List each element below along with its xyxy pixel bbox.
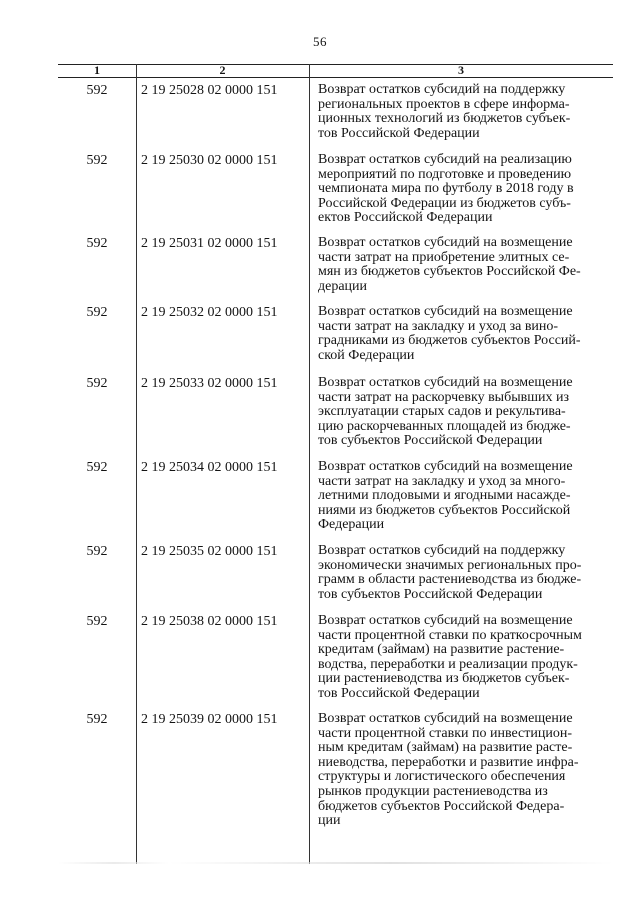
description-line: структуры и логистического обеспечения — [318, 769, 566, 785]
description-line: Возврат остатков субсидий на возмещение — [318, 711, 573, 726]
description-line: части процентной ставки по краткосрочным — [318, 627, 582, 643]
description-line: ектов Российской Федерации — [318, 210, 493, 226]
row-description — [318, 460, 608, 533]
description-line: региональных проектов в сфере информа- — [318, 96, 570, 112]
description-line: Возврат остатков субсидий на возмещение — [318, 375, 573, 390]
description-line: мероприятий по подготовке и проведению — [318, 166, 572, 182]
description-line: чемпионата мира по футболу в 2018 году в — [318, 181, 574, 197]
description-line: ниями из бюджетов субъектов Российской — [318, 502, 571, 518]
row-number: 592 — [86, 544, 108, 559]
description-line: части затрат на приобретение элитных се- — [318, 249, 570, 265]
description-line: Возврат остатков субсидий на возмещение — [318, 459, 573, 474]
description-line: Возврат остатков субсидий на возмещение — [318, 235, 573, 250]
description-line: мян из бюджетов субъектов Российской Фе- — [318, 264, 581, 280]
description-line: ской Федерации — [318, 347, 415, 363]
column-header-2: 2 — [219, 63, 226, 77]
row-description — [318, 236, 608, 294]
row-description — [318, 712, 608, 829]
description-line: тов Российской Федерации — [318, 125, 480, 141]
budget-code: 2 19 25034 02 0000 151 — [141, 460, 278, 475]
column-header-1: 1 — [94, 63, 100, 77]
budget-code: 2 19 25030 02 0000 151 — [141, 153, 278, 168]
row-number: 592 — [86, 614, 108, 629]
table-header-rule — [58, 77, 613, 78]
description-line: ции — [318, 813, 341, 829]
description-line: тов субъектов Российской Федерации — [318, 586, 543, 602]
description-line: цию раскорчеванных площадей из бюдже- — [318, 418, 571, 434]
description-line: ционных технологий из бюджетов субъек- — [318, 111, 571, 127]
row-description — [318, 83, 608, 141]
description-line: ным кредитам (займам) на развитие расте- — [318, 740, 573, 756]
row-description — [318, 305, 608, 363]
column-header-3: 3 — [458, 63, 464, 77]
description-line: кредитам (займам) на развитие растение- — [318, 642, 565, 658]
description-line: водства, переработки и реализации продук- — [318, 656, 578, 672]
budget-code: 2 19 25039 02 0000 151 — [141, 712, 278, 727]
description-line: Федерации — [318, 517, 385, 533]
row-number: 592 — [86, 153, 108, 168]
budget-code: 2 19 25032 02 0000 151 — [141, 305, 278, 320]
description-line: Возврат остатков субсидий на поддержку — [318, 543, 566, 558]
description-line: дерации — [318, 278, 368, 294]
column-divider-1 — [136, 64, 137, 864]
row-description — [318, 153, 608, 226]
row-number: 592 — [86, 376, 108, 391]
description-line: летними плодовыми и ягодными насажде- — [318, 488, 571, 504]
description-line: рынков продукции растениеводства из — [318, 783, 548, 799]
budget-code: 2 19 25028 02 0000 151 — [141, 83, 278, 98]
page-number: 56 — [313, 34, 327, 49]
column-divider-2 — [309, 64, 310, 864]
description-line: части затрат на закладку и уход за много- — [318, 473, 566, 489]
row-description — [318, 614, 608, 702]
description-line: части затрат на раскорчевку выбывших из — [318, 389, 570, 405]
row-number: 592 — [86, 83, 108, 98]
row-number: 592 — [86, 712, 108, 727]
description-line: тов Российской Федерации — [318, 685, 480, 701]
budget-code: 2 19 25035 02 0000 151 — [141, 544, 278, 559]
description-line: Возврат остатков субсидий на реализацию — [318, 152, 572, 167]
description-line: грамм в области растениеводства из бюдже- — [318, 572, 582, 588]
description-line: градниками из бюджетов субъектов Россий- — [318, 333, 581, 349]
budget-code: 2 19 25031 02 0000 151 — [141, 236, 278, 251]
row-description — [318, 376, 608, 449]
scan-edge — [58, 862, 613, 864]
description-line: экономически значимых региональных про- — [318, 557, 582, 573]
budget-code: 2 19 25033 02 0000 151 — [141, 376, 278, 391]
description-line: тов субъектов Российской Федерации — [318, 433, 543, 449]
description-line: Российской Федерации из бюджетов субъ- — [318, 195, 571, 211]
description-line: эксплуатации старых садов и рекультива- — [318, 404, 566, 420]
row-number: 592 — [86, 236, 108, 251]
description-line: бюджетов субъектов Российской Федера- — [318, 798, 565, 814]
budget-code-table — [58, 64, 613, 864]
row-number: 592 — [86, 460, 108, 475]
description-line: ниеводства, переработки и развитие инфра- — [318, 754, 579, 770]
description-line: части процентной ставки по инвестицион- — [318, 725, 573, 741]
row-description — [318, 544, 608, 602]
description-line: части затрат на закладку и уход за вино- — [318, 318, 559, 334]
budget-code: 2 19 25038 02 0000 151 — [141, 614, 278, 629]
row-number: 592 — [86, 305, 108, 320]
description-line: Возврат остатков субсидий на возмещение — [318, 613, 573, 628]
description-line: Возврат остатков субсидий на возмещение — [318, 304, 573, 319]
description-line: ции растениеводства из бюджетов субъек- — [318, 671, 570, 687]
description-line: Возврат остатков субсидий на поддержку — [318, 82, 566, 97]
